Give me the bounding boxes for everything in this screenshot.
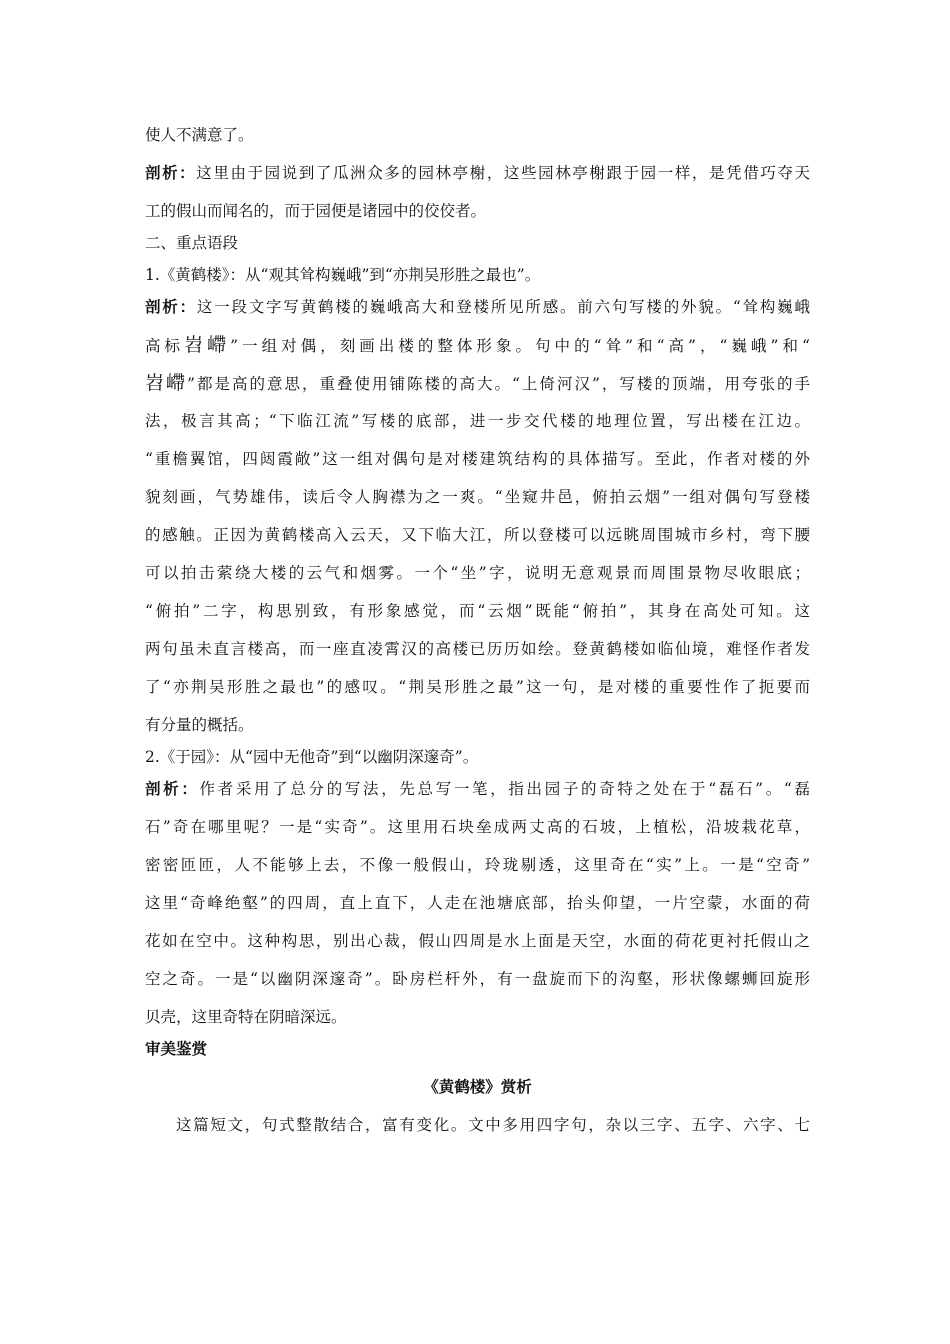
text-line [145, 261, 810, 290]
text-line [145, 1003, 810, 1032]
line-text: 2.《于园》：从“园中无他奇”到“以幽阴深邃奇”。 [145, 748, 479, 766]
line-text: 这篇短文，句式整散结合，富有变化。文中多用四字句，杂以三字、五字、六字、七 [176, 1116, 810, 1134]
line-text: 《黄鹤楼》赏析 [423, 1078, 532, 1096]
line-text: 这里“奇峰绝壑”的四周，直上直下，人走在池塘底部，抬头仰望，一片空蒙，水面的荷 [145, 894, 810, 912]
analysis-line [145, 293, 810, 322]
text-line [145, 445, 810, 474]
line-text: 了“亦荆吴形胜之最也”的感叹。“荆吴形胜之最”这一句，是对楼的重要性作了扼要而 [145, 678, 810, 696]
analysis-line [145, 775, 810, 804]
text-line [145, 197, 810, 226]
section-heading [145, 1035, 810, 1064]
line-text: 花如在空中。这种构思，别出心裁，假山四周是水上面是天空，水面的荷花更衬托假山之 [145, 932, 810, 950]
line-text: “俯拍”二字，构思别致，有形象感觉，而“云烟”既能“俯拍”，其身在高处可知。这 [145, 602, 810, 620]
line-text-pre: 高标 [145, 337, 185, 355]
analysis-label: 剖析： [145, 298, 197, 316]
analysis-label: 剖析： [145, 164, 197, 182]
line-text: 这里由于园说到了瓜洲众多的园林亭榭，这些园林亭榭跟于园一样，是凭借巧夺天 [196, 164, 810, 182]
text-line [145, 711, 810, 740]
line-text: 二、重点语段 [145, 234, 239, 252]
text-line [145, 851, 810, 880]
text-line [145, 635, 810, 664]
text-line [145, 813, 810, 842]
line-text-post: ”都是高的意思，重叠使用铺陈楼的高大。“上倚河汉”，写楼的顶端，用夸张的手 [187, 375, 810, 393]
line-text: 两句虽未直言楼高，而一座直凌霄汉的高楼已历历如绘。登黄鹤楼如临仙境，难怪作者发 [145, 640, 810, 658]
text-line [145, 597, 810, 626]
text-line [145, 369, 810, 398]
line-text: 的感触。正因为黄鹤楼高入云天，又下临大江，所以登楼可以远眺周围城市乡村，弯下腰 [145, 526, 810, 544]
line-text: 石”奇在哪里呢？一是“实奇”。这里用石块垒成两丈高的石坡，上植松，沿坡栽花草， [145, 818, 810, 836]
line-text: “重檐翼馆，四闼霞敞”这一组对偶句是对楼建筑结构的具体描写。至此，作者对楼的外 [145, 450, 810, 468]
line-text: 审美鉴赏 [145, 1040, 208, 1058]
line-text-post: ”一组对偶，刻画出楼的整体形象。句中的“耸”和“高”，“巍峨”和“ [230, 337, 810, 355]
line-text: 貌刻画，气势雄伟，读后令人胸襟为之一爽。“坐窥井邑，俯拍云烟”一组对偶句写登楼 [145, 488, 810, 506]
line-text: 可以拍击萦绕大楼的云气和烟雾。一个“坐”字，说明无意观景而周围景物尽收眼底； [145, 564, 810, 582]
article-title [145, 1073, 810, 1102]
section-heading [145, 229, 810, 258]
text-line [145, 965, 810, 994]
text-line [145, 331, 810, 360]
text-line [145, 889, 810, 918]
rare-char: 岧嵽 [145, 372, 188, 394]
line-text: 作者采用了总分的写法，先总写一笔，指出园子的奇特之处在于“磊石”。“磊 [199, 780, 810, 798]
line-text: 法，极言其高；“下临江流”写楼的底部，进一步交代楼的地理位置，写出楼在江边。 [145, 412, 810, 430]
line-text: 使人不满意了。 [145, 126, 254, 144]
document-page [145, 121, 810, 1140]
line-text: 空之奇。一是“以幽阴深邃奇”。卧房栏杆外，有一盘旋而下的沟壑，形状像螺蛳回旋形 [145, 970, 810, 988]
line-text: 密密匝匝，人不能够上去，不像一般假山，玲珑剔透，这里奇在“实”上。一是“空奇” [145, 856, 810, 874]
analysis-line [145, 159, 810, 188]
text-line [145, 407, 810, 436]
line-text: 这一段文字写黄鹤楼的巍峨高大和登楼所见所感。前六句写楼的外貌。“耸构巍峨 [196, 298, 810, 316]
text-line [145, 559, 810, 588]
text-line [145, 673, 810, 702]
line-text: 工的假山而闻名的，而于园便是诸园中的佼佼者。 [145, 202, 487, 220]
line-text: 有分量的概括。 [145, 716, 254, 734]
analysis-label: 剖析： [145, 780, 200, 798]
text-line [145, 483, 810, 512]
text-line [145, 121, 810, 150]
line-text: 贝壳，这里奇特在阴暗深远。 [145, 1008, 347, 1026]
text-line [145, 1111, 810, 1140]
text-line [145, 521, 810, 550]
text-line [145, 927, 810, 956]
rare-char: 岧嵽 [184, 334, 231, 356]
line-text: 1.《黄鹤楼》：从“观其耸构巍峨”到“亦荆吴形胜之最也”。 [145, 266, 541, 284]
text-line [145, 743, 810, 772]
